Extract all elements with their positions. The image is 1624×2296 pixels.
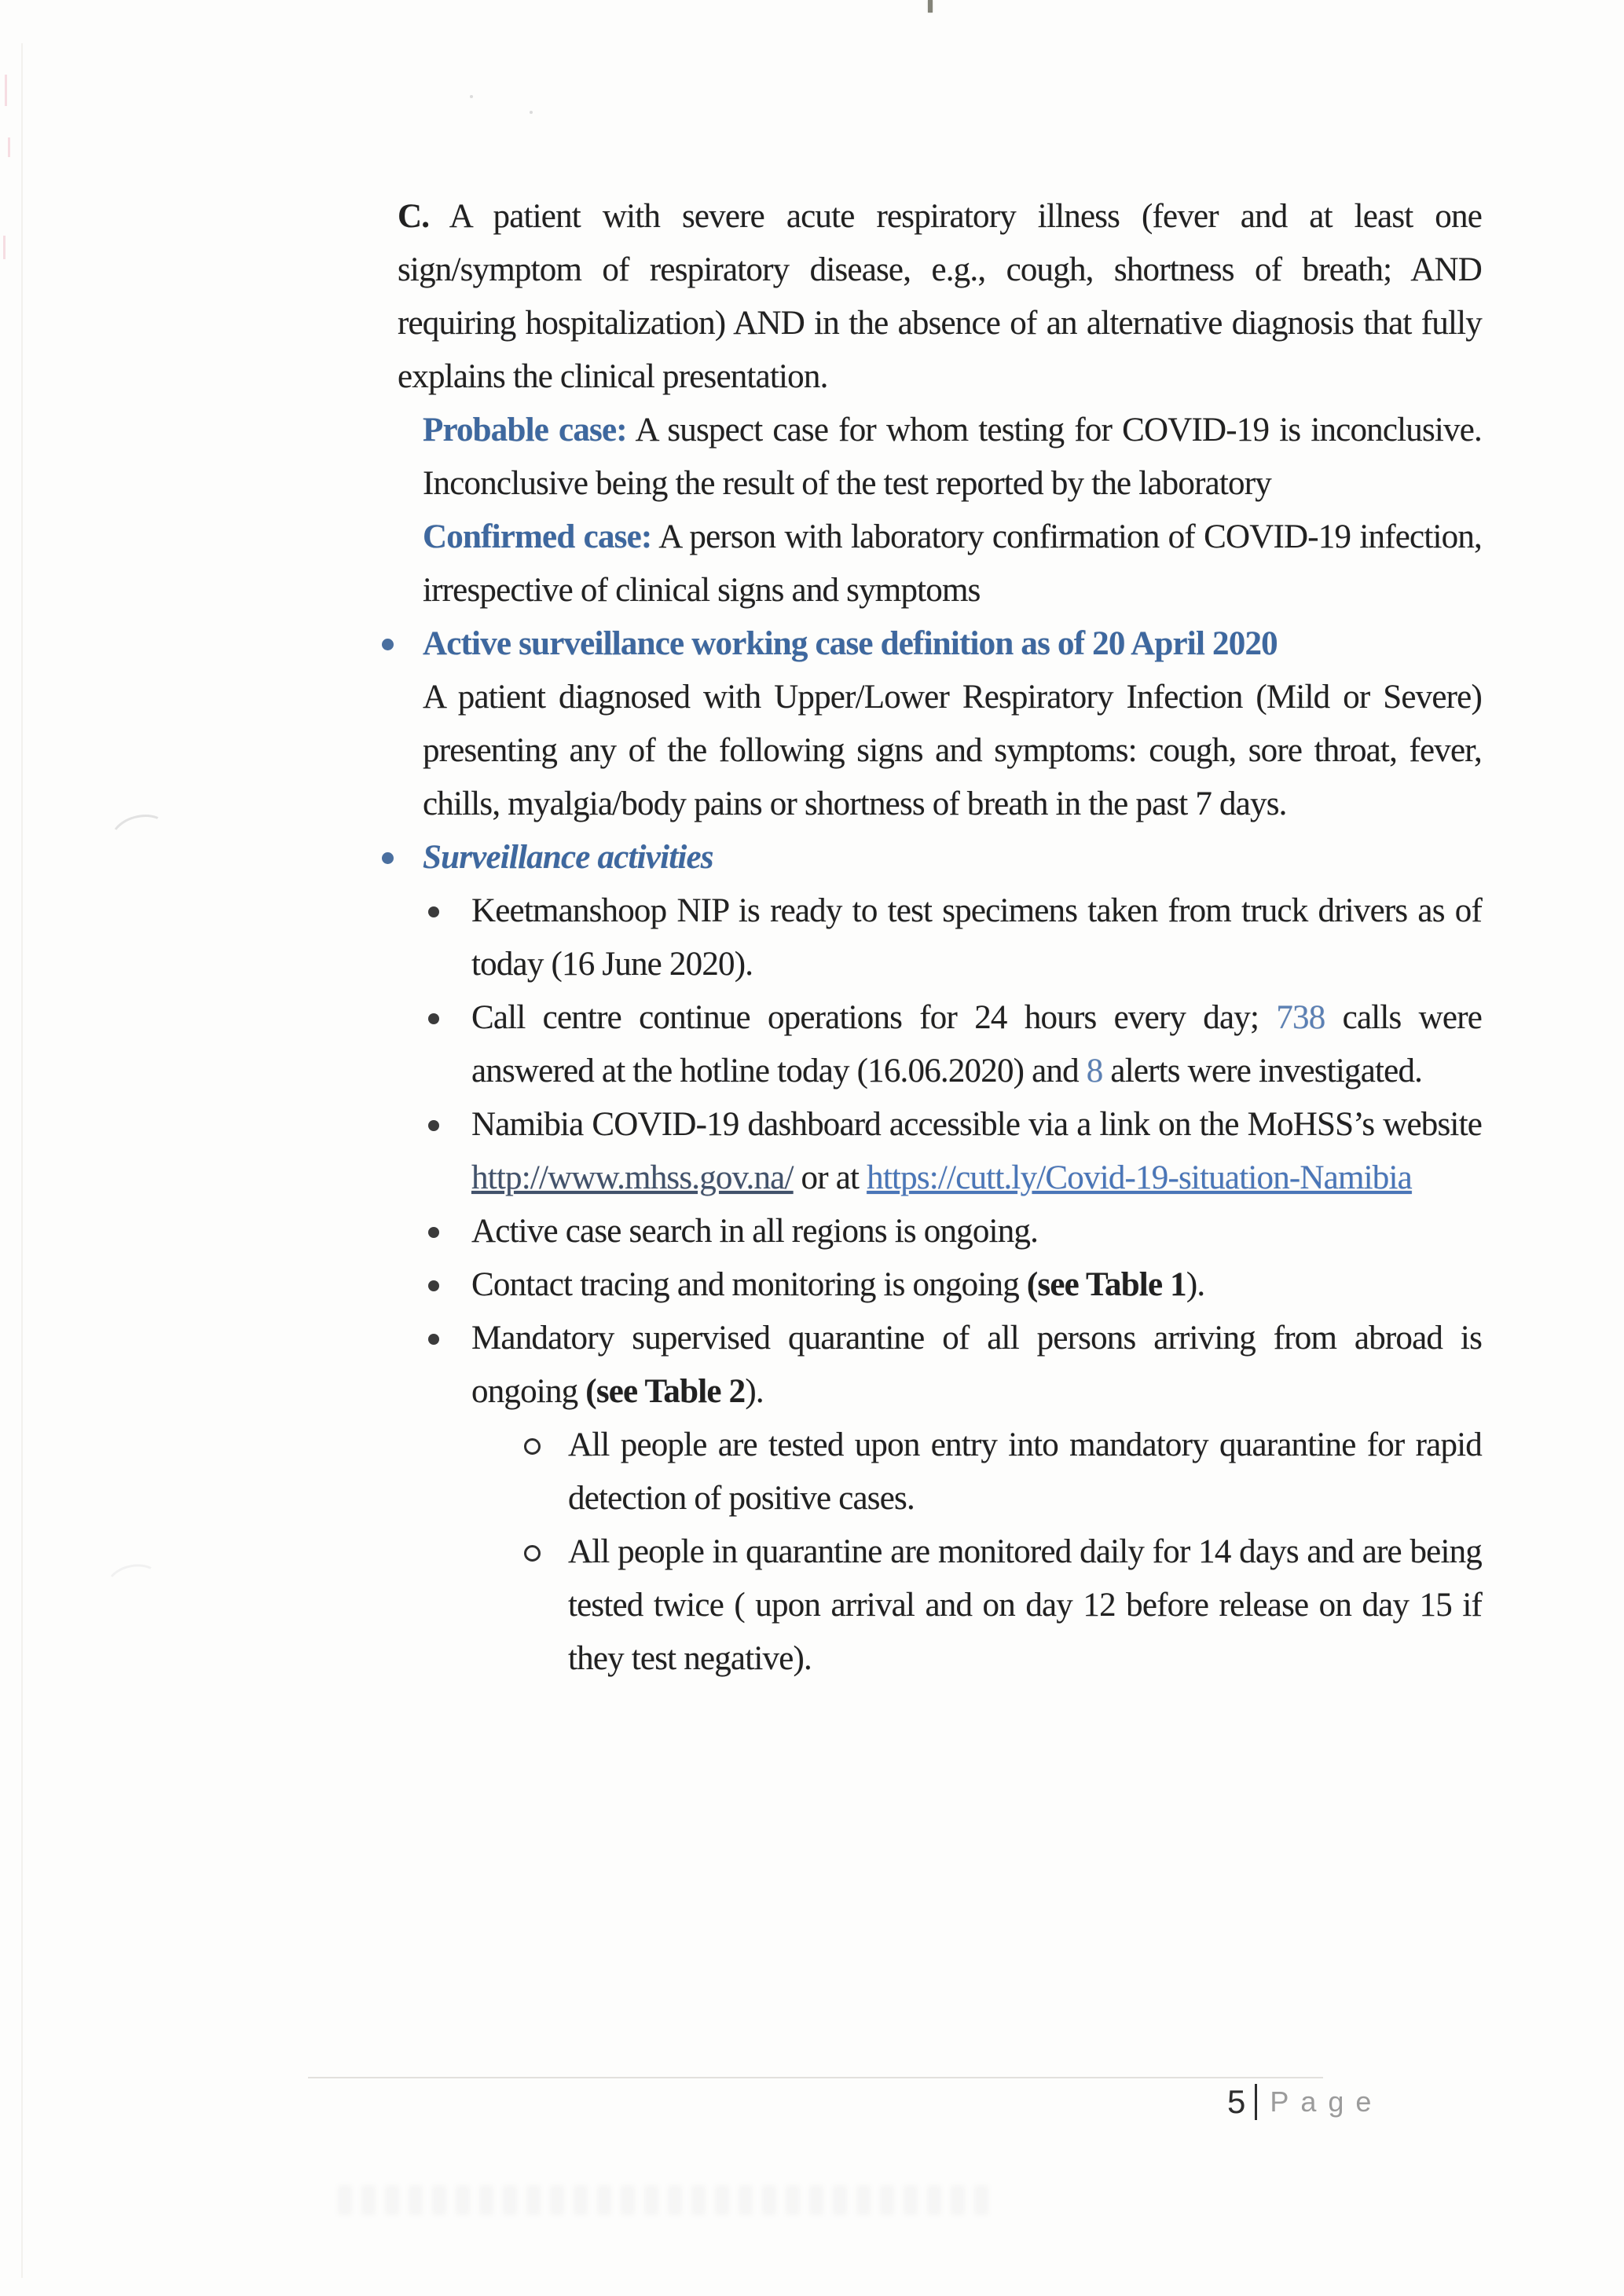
active-surveillance-heading: Active surveillance working case definition as of 20 April 2020	[423, 625, 1278, 662]
case-c-text: A patient with severe acute respiratory illness (fever and at least one sign/symptom of respiratory disease, e.g., cough, shortness of breath; AND requiring hospitalization) AND in the absence of an alternative diagnosis that fully explains the clinical presentation.	[398, 198, 1482, 395]
probable-case-label: Probable case:	[423, 412, 627, 449]
bullet-dot-icon	[382, 639, 394, 650]
surveillance-activities-heading: Surveillance activities	[423, 839, 713, 876]
bullet-active-surveillance-heading	[423, 617, 1482, 671]
bullet-dot-icon	[382, 852, 394, 864]
list-item-dashboard	[471, 1098, 1482, 1205]
confirmed-case-text: A person with laboratory confirmation of COVID-19 infection, irrespective of clinical signs and symptoms	[423, 518, 1482, 609]
quarantine-part2: ).	[745, 1373, 764, 1410]
see-table-2-ref: (see Table 2	[585, 1373, 746, 1410]
case-c-label: C.	[398, 198, 430, 235]
covid-situation-link[interactable]: https://cutt.ly/Covid-19-situation-Namibia	[867, 1159, 1412, 1196]
page-number: 5	[1227, 2083, 1246, 2120]
bullet-dot-icon	[428, 906, 439, 917]
list-item-contact-tracing	[471, 1258, 1482, 1312]
call-centre-part2: calls were answered at the hotline today (16.06.2020) and	[471, 999, 1483, 1089]
list-item-active-case-search	[471, 1205, 1482, 1258]
keetmanshoop-text: Keetmanshoop NIP is ready to test specimens taken from truck drivers as of today (16 June 2020).	[471, 892, 1482, 983]
scan-edge-artifact	[21, 43, 23, 2278]
contact-tracing-part2: ).	[1186, 1266, 1205, 1303]
monitored-daily-text: All people in quarantine are monitored daily for 14 days and are being tested twice ( upon arrival and on day 12 before release on day 15 if they test negative).	[568, 1533, 1482, 1677]
see-table-1-ref: (see Table 1	[1026, 1266, 1186, 1303]
list-item-quarantine	[471, 1312, 1482, 1419]
bullet-dot-icon	[428, 1120, 439, 1131]
list-item-call-centre	[471, 991, 1482, 1098]
confirmed-case-label: Confirmed case:	[423, 518, 652, 555]
call-centre-part1: Call centre continue operations for 24 hours every day;	[471, 999, 1277, 1036]
probable-case-text: A suspect case for whom testing for COVID-19 is inconclusive. Inconclusive being the result of the test reported by the laboratory	[423, 412, 1482, 502]
scan-speck-artifact	[8, 137, 10, 157]
footer-separator	[1255, 2084, 1257, 2120]
scan-speck-artifact	[470, 95, 473, 98]
bullet-dot-icon	[428, 1280, 439, 1291]
sub-item-tested-on-entry	[568, 1419, 1482, 1525]
call-centre-text	[471, 991, 1482, 1098]
calls-answered-count: 738	[1276, 999, 1325, 1036]
bullet-surveillance-activities-heading	[423, 831, 1482, 884]
scan-speck-artifact	[5, 75, 7, 106]
scan-arc-artifact	[106, 808, 174, 863]
scan-speck-artifact	[530, 111, 533, 114]
dashboard-part2: or at	[793, 1159, 867, 1196]
paragraph-probable-case	[423, 404, 1482, 511]
scan-speck-artifact	[3, 236, 5, 259]
contact-tracing-part1: Contact tracing and monitoring is ongoing	[471, 1266, 1027, 1303]
footer-rule	[308, 2077, 1323, 2078]
page-footer	[1227, 2083, 1383, 2121]
quarantine-text	[471, 1312, 1482, 1419]
sub-item-monitored-daily	[568, 1525, 1482, 1686]
dashboard-text	[471, 1098, 1482, 1205]
scan-arc-artifact	[103, 1559, 164, 1608]
quarantine-part1: Mandatory supervised quarantine of all persons arriving from abroad is ongoing	[471, 1320, 1482, 1410]
circle-bullet-icon	[524, 1438, 541, 1455]
bullet-dot-icon	[428, 1334, 439, 1345]
bullet-dot-icon	[428, 1227, 439, 1238]
scan-tick-artifact	[928, 0, 933, 13]
circle-bullet-icon	[524, 1545, 541, 1562]
bleed-through-artifact	[338, 2185, 990, 2215]
alerts-investigated-count: 8	[1086, 1053, 1103, 1089]
paragraph-case-c	[398, 190, 1482, 404]
paragraph-active-surveillance: A patient diagnosed with Upper/Lower Respiratory Infection (Mild or Severe) presenting any of the following signs and symptoms: cough, sore throat, fever, chills, myalgia/body pains or shortness of breath in the past 7 days.	[423, 679, 1482, 822]
call-centre-part3: alerts were investigated.	[1102, 1053, 1423, 1089]
tested-on-entry-text: All people are tested upon entry into mandatory quarantine for rapid detection of positive cases.	[568, 1426, 1482, 1517]
active-case-search-text: Active case search in all regions is ongoing.	[471, 1213, 1039, 1250]
document-body	[398, 190, 1482, 1686]
mhss-website-link[interactable]: http://www.mhss.gov.na/	[471, 1159, 794, 1196]
dashboard-part1: Namibia COVID-19 dashboard accessible via a link on the MoHSS’s website	[471, 1106, 1482, 1143]
bullet-dot-icon	[428, 1013, 439, 1024]
paragraph-confirmed-case	[423, 511, 1482, 617]
list-item-keetmanshoop	[471, 884, 1482, 991]
contact-tracing-text	[471, 1258, 1482, 1312]
page-label: Page	[1270, 2085, 1384, 2118]
